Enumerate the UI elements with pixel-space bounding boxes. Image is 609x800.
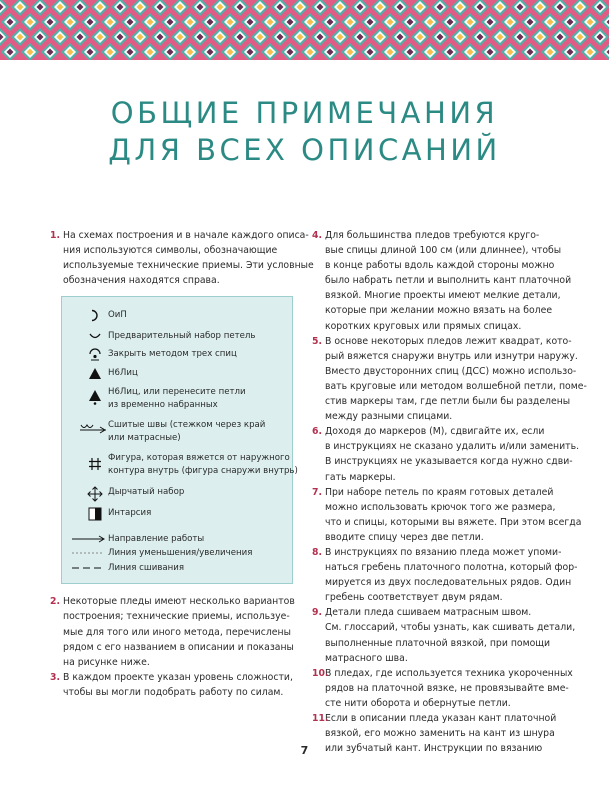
note-item-5 xyxy=(312,334,587,425)
decorative-pattern-band xyxy=(0,0,609,60)
note-number: 7. xyxy=(312,486,323,498)
legend-label: Сшитые швы (стежком через край xyxy=(108,420,266,431)
legend-label: Линия уменьшения/увеличения xyxy=(108,548,253,559)
note-line: В основе некоторых пледов лежит квадрат, кото- xyxy=(325,335,572,347)
note-line: вводите спицу через две петли. xyxy=(325,531,484,543)
left-column xyxy=(50,228,314,700)
provisional-cast-on-icon xyxy=(84,330,106,348)
note-line: наться гребень платочного полотна, который фор- xyxy=(325,562,578,574)
note-line: которые при желании можно вязать на более xyxy=(325,305,553,317)
note-line: рый вяжется снаружи внутрь или изнутри наружу. xyxy=(325,350,578,362)
note-item-6 xyxy=(312,424,580,484)
note-line: вать круговые или методом волшебной петли, поме- xyxy=(325,380,587,392)
note-number: 10. xyxy=(312,667,329,679)
note-line: мые для того или иного метода, перечислены xyxy=(63,626,291,638)
note-line: было набрать петли и выполнить кант платочной xyxy=(325,275,572,287)
arrows-cross-icon xyxy=(84,486,106,507)
seam-stitch-icon xyxy=(78,421,108,440)
note-line: Если в описании пледа указан кант платочной xyxy=(325,713,557,724)
note-number: 3. xyxy=(50,671,61,683)
note-item-3 xyxy=(50,670,298,700)
hash-icon xyxy=(84,457,106,476)
note-line: Для большинства пледов требуются круго- xyxy=(325,230,540,241)
legend-label: Линия сшивания xyxy=(108,563,185,574)
legend-label: или матрасные) xyxy=(108,432,181,443)
note-line: См. глоссарий, чтобы узнать, как сшивать детали, xyxy=(325,622,576,634)
note-line: вязкой, его можно заменить на кант из шнура xyxy=(325,728,555,740)
note-line: Детали пледа сшиваем матрасным швом. xyxy=(325,607,532,619)
symbol-legend-box xyxy=(61,296,298,584)
note-line: или зубчатый кант. Инструкции по вязанию xyxy=(325,743,543,755)
page-number: 7 xyxy=(300,744,309,757)
note-line: стив маркеры там, где петли были бы разделены xyxy=(325,396,571,408)
legend-label: ОиП xyxy=(108,310,127,321)
note-line: обозначения находятся справа. xyxy=(63,275,220,287)
note-item-7 xyxy=(312,485,582,545)
legend-label: Направление работы xyxy=(108,534,205,545)
note-line: в инструкциях не сказано удалить и/или заменить. xyxy=(325,441,580,453)
note-line: сте нити оборота и обернутые петли. xyxy=(325,697,511,709)
note-item-4 xyxy=(312,228,572,334)
note-item-1 xyxy=(50,228,314,288)
page-title-line2: ДЛЯ ВСЕХ ОПИСАНИЙ xyxy=(108,133,501,167)
long-dash-line-icon xyxy=(70,562,106,579)
page-title-line1: ОБЩИЕ ПРИМЕЧАНИЯ xyxy=(110,96,499,130)
note-number: 6. xyxy=(312,426,323,438)
note-line: В инструкциях по вязанию пледа может упоми- xyxy=(325,546,562,558)
note-number: 1. xyxy=(50,230,61,241)
legend-label: Н6Лиц xyxy=(108,368,138,379)
note-line: гать маркеры. xyxy=(325,471,396,483)
note-line: что и спицы, которыми вы вяжете. При этом всегда xyxy=(325,516,582,528)
legend-label: Предварительный набор петель xyxy=(108,331,256,342)
three-needle-bind-off-icon xyxy=(84,348,106,367)
note-line: вязкой. Многие проекты имеют мелкие детали, xyxy=(325,290,561,302)
note-line: используемые технические приемы. Эти условные xyxy=(63,260,314,272)
note-line: чтобы вы могли подобрать работу по силам. xyxy=(63,686,284,698)
note-line: между разными спицами. xyxy=(325,411,453,423)
note-line: построения; технические приемы, используе- xyxy=(63,611,290,623)
note-line: При наборе петель по краям готовых деталей xyxy=(325,486,554,498)
legend-label: Фигура, которая вяжется от наружного xyxy=(108,453,290,464)
note-line: рядов на платочной вязке, не провязывайте вме- xyxy=(325,682,569,694)
note-line: в конце работы вдоль каждой стороны можно xyxy=(325,260,555,272)
note-line: матрасного шва. xyxy=(325,652,408,664)
legend-label: Закрыть методом трех спиц xyxy=(108,349,237,360)
note-line: рядом с его названием в описании и показаны xyxy=(63,641,294,653)
note-number: 9. xyxy=(312,607,323,619)
note-line: мируется из двух последовательных рядов. Один xyxy=(325,577,572,589)
note-line: На схемах построения и в начале каждого описа- xyxy=(63,230,309,241)
note-line: ния используются символы, обозначающие xyxy=(63,245,278,257)
note-number: 4. xyxy=(312,230,323,241)
note-number: 2. xyxy=(50,596,61,608)
legend-label: контура внутрь (фигура снаружи внутрь) xyxy=(108,465,298,476)
note-line: В каждом проекте указан уровень сложности, xyxy=(63,671,293,683)
note-item-2 xyxy=(50,594,298,669)
yarn-over-icon xyxy=(84,309,106,327)
note-number: 11. xyxy=(312,713,329,724)
note-line: Некоторые пледы имеют несколько вариантов xyxy=(63,596,295,608)
note-item-9 xyxy=(312,605,576,665)
note-item-10 xyxy=(312,666,573,711)
note-line: коротких круговых или прямых спицах. xyxy=(325,320,522,332)
legend-label: Н6Лиц, или перенесите петли xyxy=(108,387,246,398)
note-number: 5. xyxy=(312,335,323,347)
legend-label: Интарсия xyxy=(108,508,152,519)
note-line: В пледах, где используется техника укороченных xyxy=(325,667,573,679)
legend-label: Дырчатый набор xyxy=(108,487,185,498)
note-number: 8. xyxy=(312,546,323,558)
note-item-8 xyxy=(312,545,578,605)
note-line: на рисунке ниже. xyxy=(63,656,150,668)
note-line: Вместо двусторонних спиц (ДСС) можно использо- xyxy=(325,365,577,377)
intarsia-square-icon xyxy=(84,507,106,526)
note-line: выполненные платочной вязкой, при помощи xyxy=(325,637,551,649)
legend-label: из временно набранных xyxy=(108,399,218,410)
note-line: В инструкциях не указывается когда нужно сдви- xyxy=(325,456,573,468)
note-line: гребень соответствует двум рядам. xyxy=(325,592,503,604)
note-line: вые спицы длиной 100 см (или длиннее), чтобы xyxy=(325,245,562,257)
note-line: можно использовать крючок того же размера, xyxy=(325,501,556,513)
note-line: Доходя до маркеров (М), сдвигайте их, если xyxy=(325,426,545,438)
triangle-dot-icon xyxy=(84,389,106,410)
right-column xyxy=(312,228,587,756)
triangle-icon xyxy=(84,367,106,385)
